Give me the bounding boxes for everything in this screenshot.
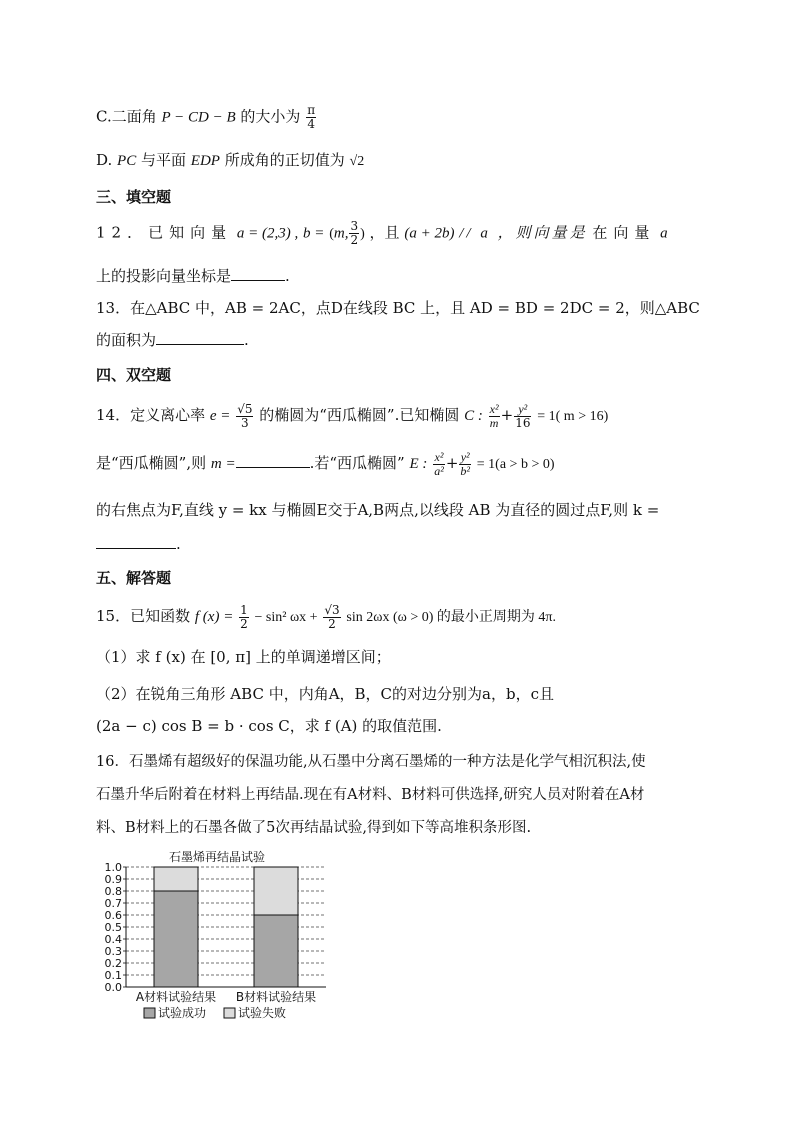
- q14-e-frac1: [433, 451, 445, 478]
- question-14-line1: [96, 398, 608, 432]
- frac-numerator: x²: [489, 401, 499, 416]
- question-14-line4: [96, 534, 181, 554]
- q16-line3-text: 料、B材料上的石墨各做了5次再结晶试验,得到如下等高堆积条形图.: [96, 820, 532, 836]
- question-15-part2-line2: [96, 716, 442, 736]
- y-tick-label: 1.0: [104, 861, 122, 874]
- q15-part2a-text: （2）在锐角三角形 ABC 中，内角A，B，C的对边分别为a，b，c且: [96, 685, 554, 703]
- option-d-value: √2: [349, 154, 365, 169]
- q14-plus-2: +: [445, 454, 459, 472]
- legend-label: 试验成功: [158, 1006, 207, 1020]
- q14-e-fraction: [236, 403, 253, 430]
- q14-e-tail: = 1(a > b > 0): [476, 457, 555, 472]
- bar-segment: [254, 867, 298, 915]
- y-tick-label: 0.8: [104, 885, 122, 898]
- q15-fx: f (x) =: [194, 609, 234, 625]
- q13-line1-text: 13．在△ABC 中，AB = 2AC，点D在线段 BC 上，且 AD = BD = 2DC = 2，则△ABC: [96, 299, 700, 317]
- q15-text-a: 15．已知函数: [96, 607, 191, 625]
- question-13-line2: [96, 330, 249, 350]
- q12-vector-b: b =: [303, 225, 325, 242]
- y-tick-label: 0.1: [104, 969, 122, 982]
- q12-text-c: 在向量: [592, 223, 656, 242]
- q16-line2-text: 石墨升华后附着在材料上再结晶.现在有A材料、B材料可供选择,研究人员对附着在A材: [96, 787, 645, 803]
- q14-c-tail: = 1( m > 16): [537, 409, 609, 424]
- frac-denominator: a²: [434, 463, 444, 478]
- option-d-expr1: PC: [117, 153, 137, 169]
- section-heading-3: 三、填空题: [96, 188, 172, 206]
- frac-numerator: √5: [237, 401, 253, 416]
- bar-segment: [154, 891, 198, 987]
- q14-e-eq: e =: [209, 408, 231, 424]
- question-16-line3: [96, 818, 531, 838]
- q14-line3-text: 的右焦点为F,直线 y = kx 与椭圆E交于A,B两点,以线段 AB 为直径的圆过点F,则 k =: [96, 501, 660, 519]
- q15-tail: sin 2ωx (ω > 0) 的最小正周期为 4π.: [346, 610, 556, 625]
- q14-c-label: C :: [464, 408, 483, 424]
- frac-numerator: x²: [434, 449, 444, 464]
- x-category-label: B材料试验结果: [235, 990, 317, 1004]
- bar-segment: [254, 915, 298, 987]
- q14-line2-b: .若“西瓜椭圆”: [309, 454, 405, 472]
- y-tick-label: 0.5: [104, 921, 122, 934]
- y-tick-label: 0.4: [104, 933, 122, 946]
- q12-answer-blank[interactable]: [231, 266, 285, 281]
- q12-a-letter: a: [660, 225, 668, 242]
- option-c-suffix: 的大小为: [240, 107, 301, 126]
- frac-denominator: 2: [350, 233, 359, 247]
- q14-e-frac2: [459, 451, 471, 478]
- q12-fraction: [349, 220, 359, 247]
- q14-c-frac2: [514, 403, 531, 430]
- q15-part2b-text: (2a − c) cos B = b · cos C，求 f (A) 的取值范围.: [96, 717, 442, 735]
- q14-c-frac1: [489, 403, 500, 430]
- q12-cond-open: (: [404, 225, 410, 242]
- stacked-bar-chart: [96, 845, 356, 1030]
- y-tick-label: 0.9: [104, 873, 122, 886]
- q12-text-b: ，且: [369, 223, 400, 242]
- q14-answer-blank-1[interactable]: [236, 453, 310, 468]
- q12-vector-a: a = (2,3) ,: [236, 225, 299, 242]
- q12-m-part: m,: [333, 225, 349, 242]
- option-c-fraction: [306, 104, 316, 131]
- option-d: [96, 150, 364, 172]
- y-tick-label: 0.2: [104, 957, 122, 970]
- frac-numerator: 3: [350, 219, 359, 233]
- question-16-line2: [96, 785, 644, 805]
- q12-condition: a + 2b: [409, 225, 450, 242]
- q13-answer-blank[interactable]: [156, 330, 244, 345]
- q12-paren-close: ): [360, 226, 365, 242]
- frac-denominator: 4: [307, 117, 315, 131]
- x-category-label: A材料试验结果: [135, 990, 217, 1004]
- option-c: [96, 104, 317, 131]
- option-c-expr: P − CD − B: [161, 109, 236, 126]
- question-16-line1: [96, 752, 646, 772]
- q12-end: .: [285, 267, 290, 285]
- legend-swatch: [224, 1008, 235, 1018]
- question-12-line1: [96, 220, 668, 247]
- q12-line2-text: 上的投影向量坐标是: [96, 267, 232, 285]
- q12-text-a: 12．已知向量: [96, 223, 233, 242]
- section-heading-5: 五、解答题: [96, 569, 172, 587]
- y-tick-label: 0.0: [104, 981, 122, 994]
- question-14-line3: [96, 500, 659, 520]
- frac-numerator: y²: [514, 403, 531, 417]
- q13-end: .: [244, 331, 249, 349]
- option-d-label: D.: [96, 151, 113, 169]
- q14-answer-blank-2[interactable]: [96, 534, 176, 549]
- q15-root3-half: [323, 604, 340, 631]
- frac-numerator: π: [307, 103, 316, 117]
- question-15-line1: [96, 596, 556, 636]
- legend-label: 试验失败: [238, 1006, 287, 1020]
- q15-part1-text: （1）求 f (x) 在 [0, π] 上的单调递增区间；: [96, 648, 391, 666]
- question-15-part2-line1: [96, 684, 554, 704]
- frac-denominator: m: [489, 415, 499, 430]
- q12-paren-open: (: [329, 226, 334, 242]
- question-14-line2: [96, 446, 555, 480]
- y-tick-label: 0.3: [104, 945, 122, 958]
- frac-denominator: 2: [328, 616, 336, 631]
- frac-denominator: b²: [460, 463, 470, 478]
- frac-denominator: 2: [240, 616, 248, 631]
- section-heading-4: 四、双空题: [96, 366, 172, 384]
- question-13-line1: [96, 298, 700, 318]
- frac-numerator: y²: [460, 449, 470, 464]
- chart-title: 石墨烯再结晶试验: [168, 850, 266, 864]
- q15-half: [239, 604, 249, 631]
- q14-m-eq: m =: [210, 456, 236, 472]
- y-tick-label: 0.7: [104, 897, 122, 910]
- question-12-line2: [96, 266, 290, 286]
- frac-numerator: 1: [240, 602, 248, 617]
- q12-cond-tail: // a ，则向量是: [459, 225, 588, 242]
- q16-line1-text: 16．石墨烯有超级好的保温功能,从石墨中分离石墨烯的一种方法是化学气相沉积法,使: [96, 754, 646, 770]
- option-d-expr2: EDP: [190, 153, 220, 169]
- q14-text-b: 的椭圆为“西瓜椭圆”.已知椭圆: [259, 406, 460, 424]
- question-15-part1: [96, 647, 391, 667]
- q14-end: .: [176, 535, 181, 553]
- q13-line2-text: 的面积为: [96, 331, 157, 349]
- frac-denominator: 16: [515, 415, 531, 430]
- q15-mid: − sin² ωx +: [254, 610, 318, 625]
- chart-x-labels: [136, 989, 316, 1004]
- option-c-label: C.二面角: [96, 107, 157, 126]
- q14-line2-a: 是“西瓜椭圆”,则: [96, 454, 207, 472]
- bar-segment: [154, 867, 198, 891]
- q14-e-label: E :: [409, 456, 428, 472]
- q12-cond-close: ): [449, 225, 455, 242]
- y-tick-label: 0.6: [104, 909, 122, 922]
- option-d-mid: 与平面: [141, 151, 187, 169]
- frac-numerator: √3: [324, 602, 340, 617]
- legend-swatch: [144, 1008, 155, 1018]
- q14-plus: +: [500, 406, 514, 424]
- frac-denominator: 3: [241, 415, 249, 430]
- chart-legend: [144, 1005, 286, 1020]
- q14-text-a: 14．定义离心率: [96, 406, 206, 424]
- option-d-suffix: 所成角的正切值为: [224, 151, 345, 169]
